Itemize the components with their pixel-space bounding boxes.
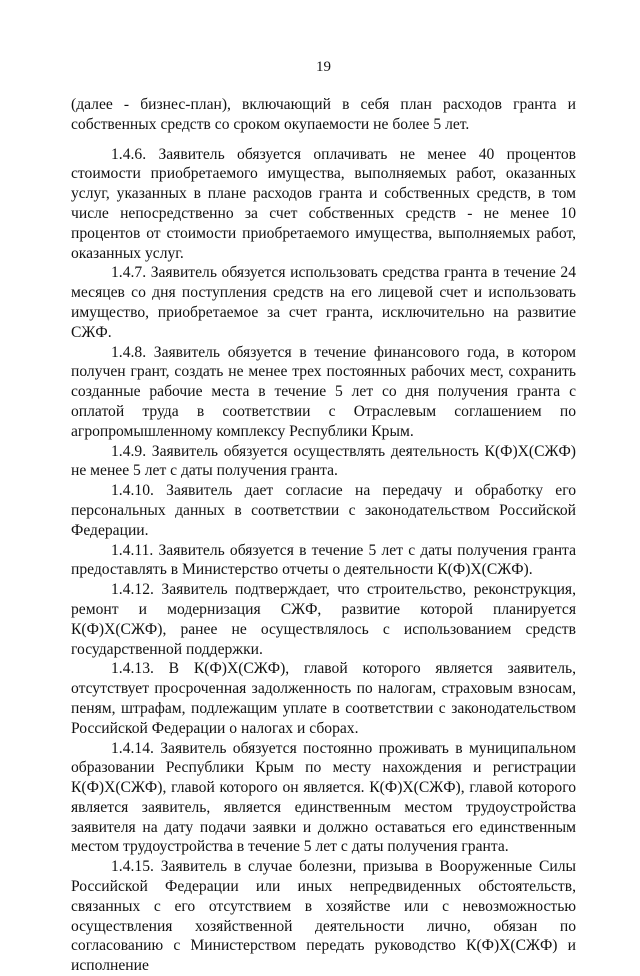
paragraph-1-4-11: 1.4.11. Заявитель обязуется в течение 5 лет с даты получения гранта предоставлять в Министерство отчеты о деятельности К(Ф)Х(СЖФ).: [71, 541, 576, 579]
paragraph-1-4-15: 1.4.15. Заявитель в случае болезни, призыва в Вооруженные Силы Российской Федерации или иных непредвиденных обстоятельств, связанных с его отсутствием в хозяйстве или с невозможностью осуществления хозяйственной деятельности лично, обязан по согласованию с Министерством передать руководство К(Ф)Х(СЖФ) и исполнение: [71, 858, 576, 975]
paragraph-1-4-12: 1.4.12. Заявитель подтверждает, что строительство, реконструкция, ремонт и модернизация СЖФ, развитие которой планируется К(Ф)Х(СЖФ), ранее не осуществлялось с использованием средств государственной поддержки.: [71, 581, 576, 658]
paragraph-1-4-9: 1.4.9. Заявитель обязуется осуществлять деятельность К(Ф)Х(СЖФ) не менее 5 лет с даты получения гранта.: [71, 442, 576, 480]
paragraph-1-4-6: 1.4.6. Заявитель обязуется оплачивать не менее 40 процентов стоимости приобретаемого имущества, выполняемых работ, оказанных услуг, указанных в плане расходов гранта и собственных средств, в том числе непосредственно за счет собственных средств - не менее 10 процентов от стоимости приобретаемого имущества, выполняемых работ, оказанных услуг.: [71, 145, 576, 262]
paragraph-1-4-13: 1.4.13. В К(Ф)Х(СЖФ), главой которого является заявитель, отсутствует просроченная задолженность по налогам, страховым взносам, пеням, штрафам, подлежащим уплате в соответствии с законодательством Российской Федерации о налогах и сборах.: [71, 660, 576, 737]
page-number: 19: [316, 59, 331, 75]
paragraph-1-4-8: 1.4.8. Заявитель обязуется в течение финансового года, в котором получен грант, создать не менее трех постоянных рабочих мест, сохранить созданные рабочие места в течение 5 лет со дня получения гранта с оплатой труда в соответствии с Отраслевым соглашением по агропромышленному комплексу Республики Крым.: [71, 343, 576, 440]
paragraph-1-4-14: 1.4.14. Заявитель обязуется постоянно проживать в муниципальном образовании Республики Крым по месту нахождения и регистрации К(Ф)Х(СЖФ), главой которого он является. К(Ф)Х(СЖФ), главой которого является заявитель, является единственным местом трудоустройства заявителя на дату подачи заявки и должно оставаться его единственным местом трудоустройства в течение 5 лет с даты получения гранта.: [71, 739, 576, 856]
paragraph-1-4-7: 1.4.7. Заявитель обязуется использовать средства гранта в течение 24 месяцев со дня поступления средств на его лицевой счет и использовать имущество, приобретаемое за счет гранта, исключительно на развитие СЖФ.: [71, 264, 576, 341]
paragraph-1-4-10: 1.4.10. Заявитель дает согласие на передачу и обработку его персональных данных в соответствии с законодательством Российской Федерации.: [71, 482, 576, 539]
paragraph-business-plan-continuation: (далее - бизнес-план), включающий в себя план расходов гранта и собственных средств со сроком окупаемости не более 5 лет.: [71, 96, 576, 133]
